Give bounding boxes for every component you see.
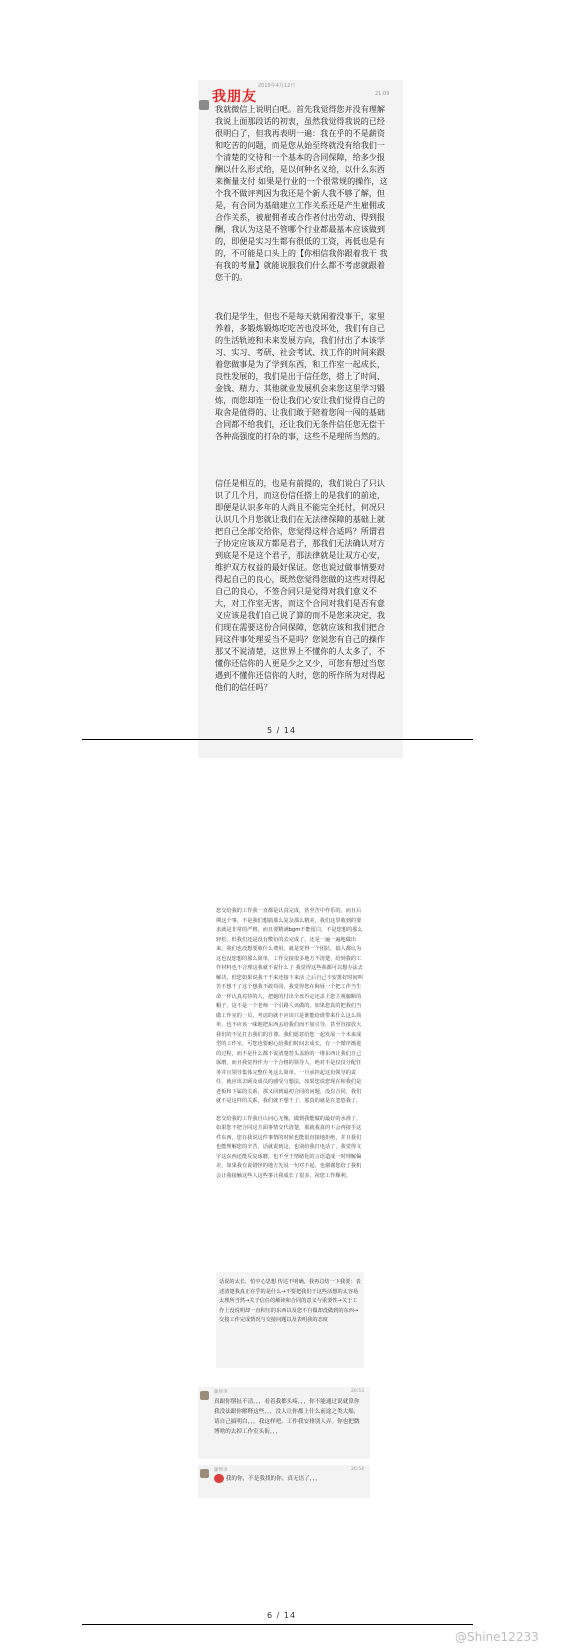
- message-paragraph: 我就微信上说明白吧。首先我觉得您并没有理解我说上面那段话的初衷，虽然我觉得我说的已经很明白了，但我再表明一遍：我在乎的不是薪资和吃苦的问题，而是您从始至终就没有给我们一个清楚的交待和一个基本的合同保障，给多少报酬以什么形式给，是以何种名义给，以什么东西来衡量支付 如果是行业的一个很常规的操作，这个我不做评判因为我还是个新人我不够了解，但是，有合同为基础建立工作关系还是产生雇佣或合作关系，被雇佣者或合作者付出劳动、得到报酬，我认为这是不管哪个行业都最基本应该做到的，即便是实习生都有很低的工资，再低也是有的，不可能是口头上的【你相信我你跟着我干 我有我的考量】就能说服我们什么都不考虑就跟着您干的。: [215, 104, 388, 282]
- chat-date: 2019年4月12日: [258, 83, 296, 89]
- page-number: 5 / 14: [267, 726, 297, 735]
- message-time: 20:54: [351, 1467, 364, 1472]
- page-divider: [82, 1624, 473, 1625]
- summary-box: [216, 1272, 364, 1368]
- friend-label: 我朋友: [212, 89, 257, 105]
- document-paragraph: 您交给我的工作我一直都是认真完成，甚至苦中作乐的，而且后期这个事，不是我们想搞那么复杂那么精美，我们这里收到的要求就是非常的严格，而且要精满bgm不能留白，不是您想的那么轻松，但我们还是没有敷衍的去完成了，还是一遍一遍地做出来，我们也没想要收什么费用，就是觉得一个团队，搞人都认为这也没您想的那么简单，工作交接很多地方不清楚，给到我的工作材料也不合理这我就不说什么了 我觉得这些我都可以想办法去解决，但您如果说我干不来还接下来活 之后自己不安排好时间叫苦不想干了这个想我不敢苟同，我觉得您在侮辱一个把工作当生命一样认真对待的人，把她的付出全盘否定还盖上您主观臆断的帽子，这不是一个老师一个引路人该做的。如果您真的把我们当做工作室的一员，考虑的就不应该只是谁能给谁带来什么这么简单，也不应该一味地把东西丢给我们而不加引导，甚至直接放大我们的不足打击我们的自尊。我们愿意给您一起发展一个未来成型的工作室，可您也要耐心给我们时间去成长，有一个循序渐进的过程，而不是什么都不说清楚替头盖脸的一堆东西让我们自己琢磨，而且我觉得作为一个合格的领导人，绝对不是仅仅分配任务并且领导集体完整任务这么简单。一旦承担起这份领导的责任，就应该去顾及成员的感受与想法，如果您说您现在和我们是老板和下属的关系，那又回到最初合同的问题，没有合同，我们就不是这样的关系，我们就不想干了，那真的就是在忽悠我了。: [216, 908, 363, 1104]
- message-paragraph: 我们是学生，但也不是每天就闲着没事干，家里养着，多锻炼锻炼吃吃苦也没坏处，我们有自己的生活轨迹和未来发展方向，我们付出了本该学习、实习、考研、社会考试、找工作的时间来跟着您做事是为了学到东西，和工作室一起成长，良性发展的，我们是出于信任您，搭上了时间、金钱、精力、其他就业发展机会来您这里学习锻炼，而您却连一份让我们心安让我们觉得自己的取舍是值得的、让我们敢于陪着您闯一闯的基础合同都不给我们，还让我们无条件信任您无偿干各种高强度的打杂的事，这些不是理所当然的。: [215, 311, 385, 441]
- redaction-mark: [214, 1474, 224, 1483]
- summary-paragraph: 话说的太长，怕中心思想 传达不明确，我再总结一下我要：表述清楚我真正在乎的是什么→不要把我们干这些活想的太容易太理所当然→关于信任的解读和合同的意义与重要性→关于工作上没说明却一直积压的东西以及您不自做却没做到的东西→交接工作完成情况与交接问题以及表明我的态度: [219, 1279, 361, 1323]
- avatar: [199, 100, 209, 110]
- message-time: 20:53: [351, 1389, 364, 1394]
- message-paragraph: 信任是相互的，也是有前提的，我们说白了只认识了几个月，而这份信任搭上的是我们的前途，即便是认识多年的人尚且不能完全托付，何况只认识几个月您就让我们在无法律保障的基础上就把自己全部交给你，您觉得这样合适吗？所谓君子协定应该双方都是君子，那我们无法确认对方到底是不是这个君子，那法律就是让双方心安，维护双方权益的最好保证。您也说过做事情要对得起自己的良心，既然您觉得您做的这些对得起自己的良心，不签合同只是觉得对我们意义不大，对工作室无害，而这个合同对我们是否有意义应该是我们自己说了算的而不是您来决定，我们现在需要这份合同保障，您就应该和我们把合同这件事处理妥当不是吗？您说您有自己的操作那又不说清楚，这世界上不懂你的人太多了，不懂你还信你的人更是少之又少，可您有想过当您遇到不懂你还信你的人时，您的所作所为对得起他们的信任吗？: [215, 478, 385, 692]
- avatar: [200, 1391, 209, 1400]
- document-paragraph: 您交给我的工作我自认问心无愧，做到我能做的最好的水准了，如果您不把合同这方面事情交代清楚，那就我真的不会再接手这件东西，您在我说这件事情的时候也能很直接地拒绝，并且我们也能理解您的辛苦，话就说到这，也别给我打电话了，我觉得文字这东西还能反复琢磨，也不至于情绪化的言语造成一时理解偏差，如果我有说错怪的地方先说一句对不起，也谢谢您给了我机会让我接触这些人这些事让我成长了很多，祝您工作顺利。: [216, 1115, 362, 1179]
- page-number: 6 / 14: [267, 1611, 297, 1620]
- message-text: 真跟你掰扯不清，，，看着我都头疼，，，你不能通过说就算你 我没法跟你解释这些，，，没人让你都上什么前途之类大船，请自己搞明白，，，我这样吧。工作我安排别人弄。你也把微博啥的去掉工作室头衔，，，: [214, 1399, 360, 1435]
- message-text-wrap: [214, 1474, 364, 1484]
- avatar: [200, 1469, 209, 1478]
- message-time: 21:09: [375, 91, 390, 97]
- weibo-watermark: @Shine12233: [455, 1630, 539, 1644]
- chat-message: [198, 1387, 370, 1459]
- sender-name: 藤卵聿: [214, 1390, 228, 1395]
- message-text: 我的你，不是我找的你。真无语了，，，: [225, 1476, 321, 1482]
- document-body: [216, 907, 366, 1189]
- page-divider: [82, 739, 473, 740]
- chat-message: [198, 1465, 370, 1498]
- sender-name: 藤卵聿: [214, 1468, 228, 1473]
